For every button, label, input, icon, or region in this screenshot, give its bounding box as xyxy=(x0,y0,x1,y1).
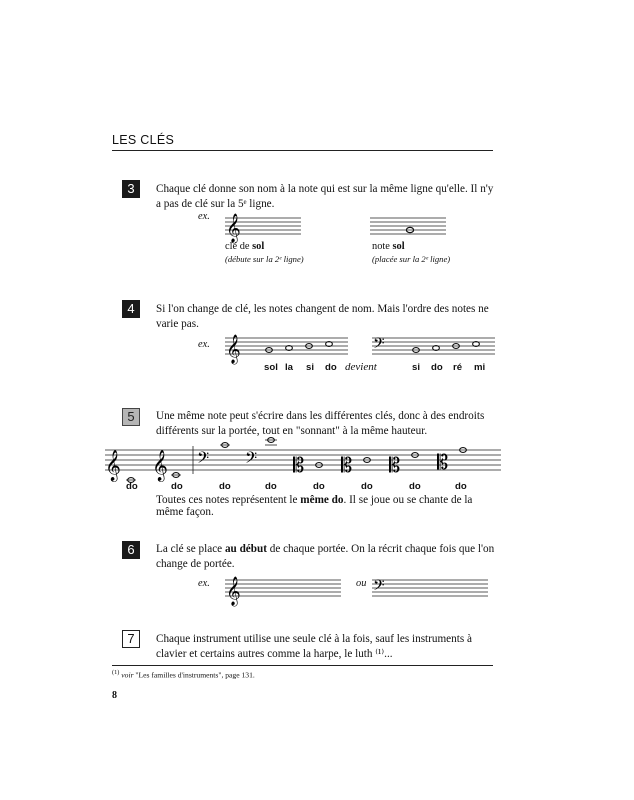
treble-clef-icon: 𝄞 xyxy=(226,213,241,242)
page-number: 8 xyxy=(112,690,117,701)
footnote-rule xyxy=(112,665,493,666)
staff-note-sol xyxy=(370,190,450,240)
treble-clef-icon: 𝄞 xyxy=(226,576,241,605)
staff-treble-scale xyxy=(225,318,350,368)
ex-label: ex. xyxy=(198,578,210,589)
note-name: si xyxy=(306,362,315,373)
note-name: do xyxy=(325,362,337,373)
item-number-4: 4 xyxy=(122,300,140,318)
devient-label: devient xyxy=(345,361,377,373)
note-name: si xyxy=(412,362,421,373)
bass-clef-icon: 𝄢 xyxy=(373,577,385,598)
note-name: la xyxy=(285,362,294,373)
alto-clef-icon: 𝄡 xyxy=(293,453,305,477)
staff-treble-clef xyxy=(225,190,305,240)
item-3-text: Chaque clé donne son nom à la note qui est sur la même ligne qu'elle. Il n'y a pas de clé sur la 5ᵉ ligne. xyxy=(156,183,494,210)
item-5-conclusion: Toutes ces notes représentent le même do. Il se joue ou se chante de la même façon. xyxy=(156,494,473,518)
note-name: do xyxy=(409,481,421,492)
note-name: do xyxy=(265,481,277,492)
item-7-text: Chaque instrument utilise une seule clé à la fois, sauf les instruments à clavier et certains autres comme la harpe, le luth ⁽¹⁾... xyxy=(156,633,472,660)
item-number-6: 6 xyxy=(122,541,140,559)
note-name: do xyxy=(126,481,138,492)
note-name: do xyxy=(171,481,183,492)
ex-label: ex. xyxy=(198,339,210,350)
staff-same-do xyxy=(105,436,505,486)
page-title: LES CLÉS xyxy=(112,133,175,147)
item-6-text: La clé se place au début de chaque portée. On la récrit chaque fois que l'on change de portée. xyxy=(156,543,495,570)
alto-clef-icon: 𝄡 xyxy=(389,453,401,477)
treble-clef-icon: 𝄞 xyxy=(105,450,121,481)
note-name: mi xyxy=(474,362,486,373)
header-rule xyxy=(112,150,493,151)
label-cle-de-sol: clé de sol xyxy=(225,241,265,252)
note-name: do xyxy=(219,481,231,492)
bass-clef-icon: 𝄢 xyxy=(373,335,385,356)
note-name: sol xyxy=(264,362,278,373)
bass-clef-icon: 𝄢 xyxy=(245,449,258,471)
item-number-5: 5 xyxy=(122,408,140,426)
item-5-text: Une même note peut s'écrire dans les différentes clés, donc à des endroits différents sur la portée, tout en "sonnant" à la même hauteur. xyxy=(156,410,485,437)
item-number-7: 7 xyxy=(122,630,140,648)
staff-treble-start xyxy=(225,560,345,610)
ou-label: ou xyxy=(356,578,367,589)
item-4-text: Si l'on change de clé, les notes changent de nom. Mais l'ordre des notes ne varie pas. xyxy=(156,303,489,330)
staff-bass-start xyxy=(372,560,492,610)
sub-label-left: (débute sur la 2ᵉ ligne) xyxy=(225,254,304,264)
alto-clef-icon: 𝄡 xyxy=(341,453,353,477)
note-name: do xyxy=(455,481,467,492)
staff-bass-scale xyxy=(372,318,497,368)
label-note-sol: note sol xyxy=(372,241,405,252)
sub-label-right: (placée sur la 2ᵉ ligne) xyxy=(372,254,451,264)
ex-label: ex. xyxy=(198,211,210,222)
item-number-3: 3 xyxy=(122,180,140,198)
note-name: do xyxy=(361,481,373,492)
footnote: $^{(1)}$ voir "Les familles d'instruments", page 131. xyxy=(112,669,255,680)
alto-clef-icon: 𝄡 xyxy=(437,450,449,474)
note-name: ré xyxy=(453,362,463,373)
note-name: do xyxy=(431,362,443,373)
treble-clef-icon: 𝄞 xyxy=(152,450,168,481)
bass-clef-icon: 𝄢 xyxy=(197,449,210,471)
treble-clef-icon: 𝄞 xyxy=(226,334,241,363)
note-name: do xyxy=(313,481,325,492)
